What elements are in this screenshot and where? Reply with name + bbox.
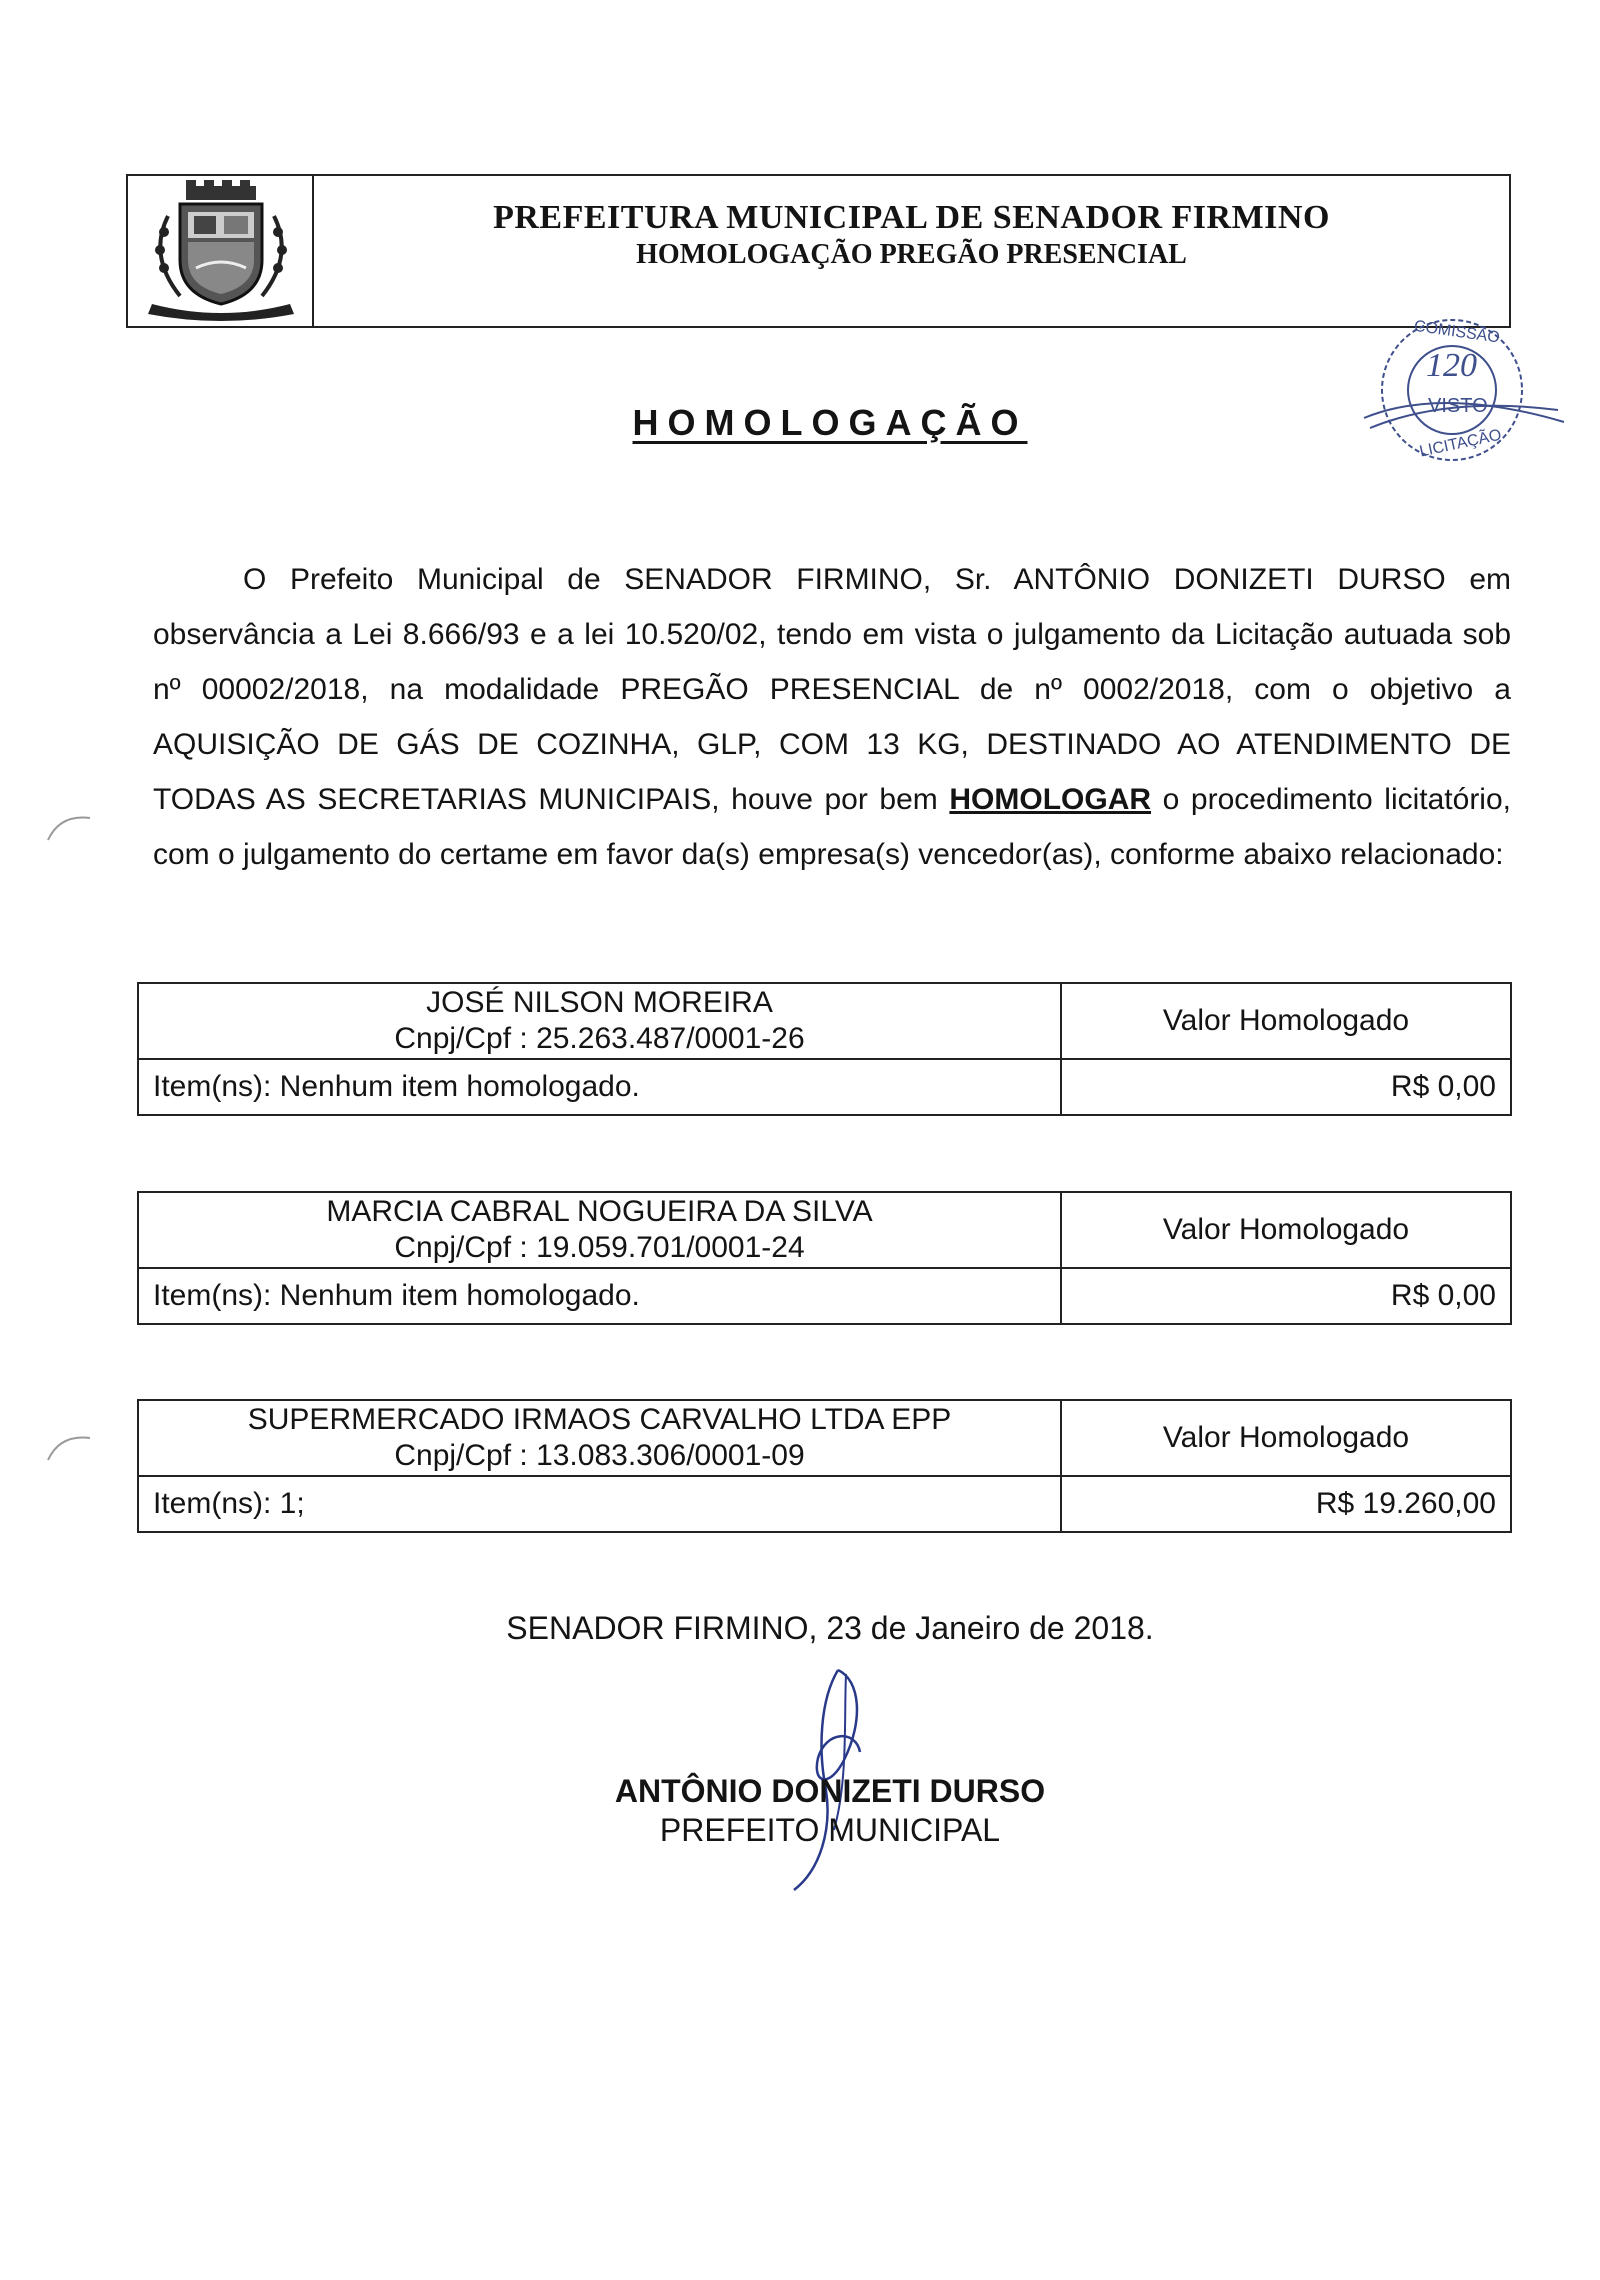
process-subtitle: HOMOLOGAÇÃO PREGÃO PRESENCIAL: [636, 239, 1187, 270]
vendor-amount: R$ 0,00: [1061, 1059, 1511, 1115]
vendor-items: Item(ns): Nenhum item homologado.: [138, 1059, 1061, 1115]
commission-stamp-icon: [1352, 300, 1572, 480]
vendor-table: [137, 1399, 1512, 1533]
vendor-table: [137, 982, 1512, 1116]
stamp-number: 120: [1426, 347, 1477, 384]
vendor-cnpj: Cnpj/Cpf : 25.263.487/0001-26: [394, 1022, 805, 1055]
body-text-part-1: O Prefeito Municipal de SENADOR FIRMINO, Sr. ANTÔNIO DONIZETI DURSO em observância a Lei 8.666/93 e a lei 10.520/02, tendo em vista o julgamento da Licitação autuada sob nº 00002/2018, na modalidade PREGÃO PRESENCIAL de nº 0002/2018, com o objetivo a AQUISIÇÃO DE GÁS DE COZINHA, GLP, COM 13 KG, DESTINADO AO ATENDIMENTO DE TODAS AS SECRETARIAS MUNICIPAIS, houve por bem: [153, 563, 1511, 816]
vendor-name: JOSÉ NILSON MOREIRA: [426, 986, 773, 1019]
municipal-crest-icon: [128, 176, 312, 326]
body-text: [153, 552, 1511, 882]
value-label: Valor Homologado: [1061, 1400, 1511, 1476]
crest-cell: [128, 176, 314, 326]
vendor-items: Item(ns): 1;: [138, 1476, 1061, 1532]
vendor-table: [137, 1191, 1512, 1325]
date-line: SENADOR FIRMINO, 23 de Janeiro de 2018.: [506, 1610, 1154, 1646]
body-paragraph: [153, 552, 1511, 882]
letterhead-titles: [314, 198, 1509, 272]
vendor-name-cell: [138, 983, 1061, 1059]
document-title: HOMOLOGAÇÃO: [632, 402, 1028, 443]
stamp-top-text: COMISSÃO: [1412, 317, 1501, 347]
homologar-keyword: HOMOLOGAR: [949, 783, 1152, 816]
punch-hole-mark-icon: [40, 810, 100, 850]
stamp-bottom-text: LICITAÇÃO: [1417, 426, 1503, 461]
vendor-name-cell: [138, 1400, 1061, 1476]
value-label: Valor Homologado: [1061, 1192, 1511, 1268]
signatory-role: PREFEITO MUNICIPAL: [659, 1812, 1001, 1848]
letterhead: [126, 174, 1511, 328]
body-text-part-2: o procedimento licitatório, com o julgamento do certame em favor da(s) empresa(s) vencedor(as), conforme abaixo relacionado:: [153, 783, 1511, 871]
signatory-name: ANTÔNIO DONIZETI DURSO: [614, 1773, 1046, 1809]
municipality-title: PREFEITURA MUNICIPAL DE SENADOR FIRMINO: [493, 199, 1330, 236]
vendor-name: MARCIA CABRAL NOGUEIRA DA SILVA: [326, 1195, 873, 1228]
punch-hole-mark-icon: [40, 1430, 100, 1470]
vendor-amount: R$ 0,00: [1061, 1268, 1511, 1324]
stamp-visto: VISTO: [1428, 395, 1488, 417]
vendor-cnpj: Cnpj/Cpf : 13.083.306/0001-09: [394, 1439, 805, 1472]
vendor-cnpj: Cnpj/Cpf : 19.059.701/0001-24: [394, 1231, 805, 1264]
vendor-name-cell: [138, 1192, 1061, 1268]
value-label: Valor Homologado: [1061, 983, 1511, 1059]
vendor-amount: R$ 19.260,00: [1061, 1476, 1511, 1532]
vendor-name: SUPERMERCADO IRMAOS CARVALHO LTDA EPP: [247, 1403, 952, 1436]
vendor-items: Item(ns): Nenhum item homologado.: [138, 1268, 1061, 1324]
